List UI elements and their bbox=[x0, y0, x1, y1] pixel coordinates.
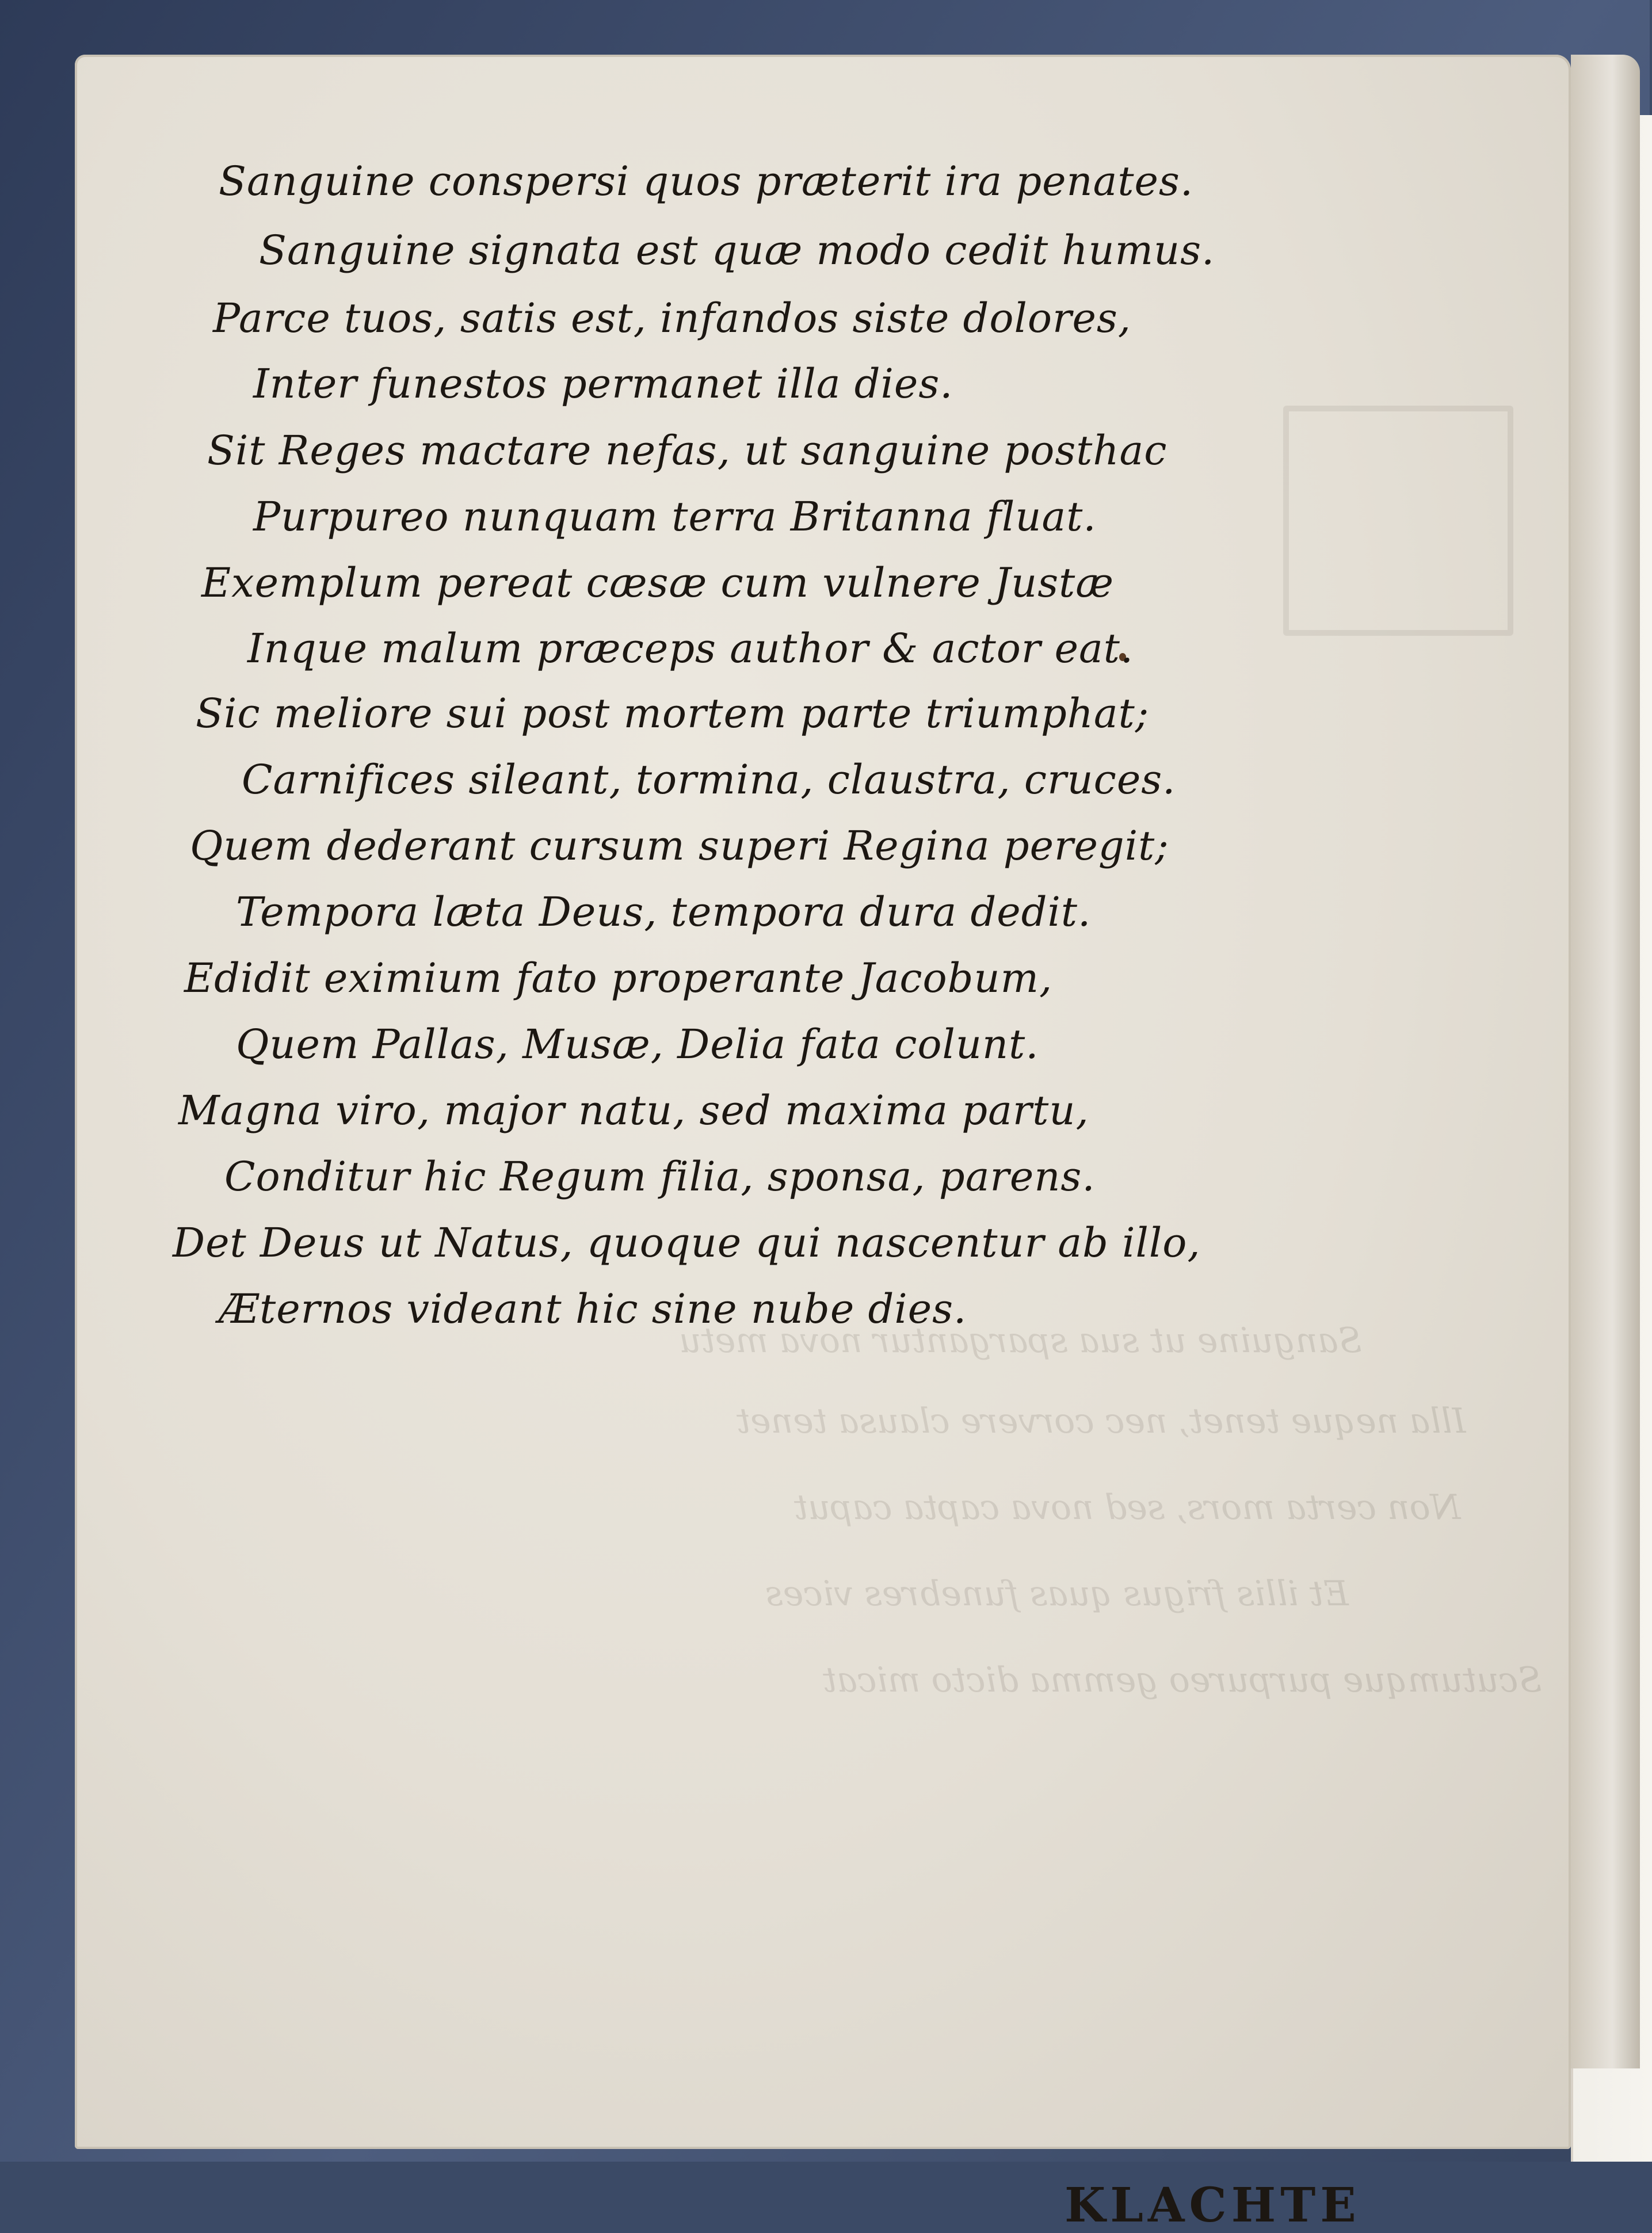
book-page bbox=[75, 55, 1571, 2233]
poem-line: Quem dederant cursum superi Regina peregit; bbox=[190, 822, 1169, 869]
poem-line: Det Deus ut Natus, quoque qui nascentur ab illo, bbox=[173, 1219, 1201, 1266]
page-curl-edge bbox=[1571, 55, 1640, 2068]
poem-line: Inque malum præceps author & actor eat. bbox=[247, 625, 1134, 672]
show-through-text: Non certa mors, sed nova capta caput bbox=[794, 1487, 1461, 1528]
show-through-text: Illa neque tenet, nec corvere clausa tenet bbox=[737, 1401, 1466, 1441]
poem-line: Tempora læta Deus, tempora dura dedit. bbox=[236, 888, 1092, 936]
poem-line: Parce tuos, satis est, infandos siste dolores, bbox=[213, 295, 1132, 342]
poem-line: Sanguine signata est quæ modo cedit humus. bbox=[259, 227, 1215, 274]
show-through-text: Sanguine ut sua spargantur nova metu bbox=[679, 1320, 1362, 1361]
poem-line: Sanguine conspersi quos præterit ira penates. bbox=[219, 158, 1194, 205]
poem-line: Magna viro, major natu, sed maxima partu, bbox=[178, 1087, 1089, 1134]
poem-line: Inter funestos permanet illa dies. bbox=[253, 360, 953, 407]
poem-line: Carnifices sileant, tormina, claustra, cruces. bbox=[242, 756, 1176, 803]
poem-line: Sit Reges mactare nefas, ut sanguine posthac bbox=[207, 427, 1168, 474]
catchword: KLACHTE bbox=[1065, 2178, 1361, 2233]
poem-line: Quem Pallas, Musæ, Delia fata colunt. bbox=[236, 1021, 1039, 1068]
poem-line: Sic meliore sui post mortem parte triumphat; bbox=[196, 690, 1150, 737]
show-through-stamp bbox=[1283, 406, 1513, 636]
show-through-text: Et illis frigus quas funebres vices bbox=[765, 1574, 1349, 1614]
poem-line: Exemplum pereat cæsæ cum vulnere Justæ bbox=[201, 559, 1115, 606]
poem-line: Edidit eximium fato properante Jacobum, bbox=[184, 955, 1053, 1002]
poem-line: Conditur hic Regum filia, sponsa, parens. bbox=[224, 1153, 1096, 1200]
show-through-text: Scutumque purpureo gemma dicto micat bbox=[823, 1660, 1542, 1700]
poem-line: Purpureo nunquam terra Britanna fluat. bbox=[253, 493, 1097, 540]
poem-line: Æternos videant hic sine nube dies. bbox=[219, 1285, 967, 1333]
